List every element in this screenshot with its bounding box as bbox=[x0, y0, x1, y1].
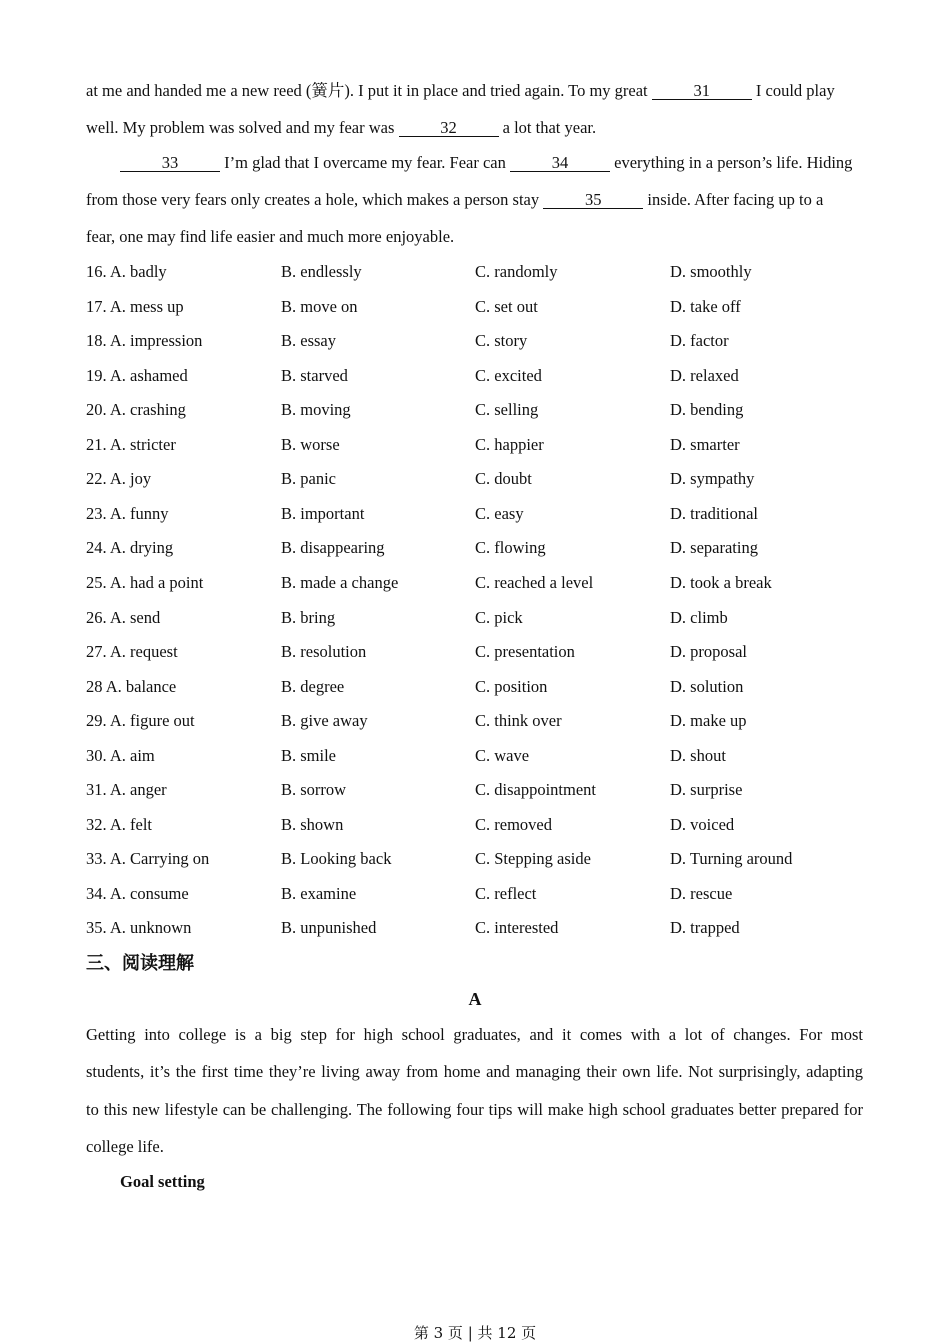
option-choice: C. selling bbox=[475, 400, 539, 419]
option-choice: D. factor bbox=[670, 331, 729, 350]
option-row bbox=[86, 711, 876, 731]
page-footer: 第 3 页 | 共 12 页 bbox=[413, 1324, 537, 1342]
option-choice: B. give away bbox=[281, 711, 368, 730]
text-segment: everything in a person’s life. Hiding bbox=[610, 153, 853, 172]
option-choice: B. made a change bbox=[281, 573, 399, 592]
option-choice: 25. A. had a point bbox=[86, 573, 204, 592]
option-choice: C. presentation bbox=[475, 642, 575, 661]
text-segment: from those very fears only creates a hole, which makes a person stay bbox=[86, 190, 544, 209]
option-choice: B. worse bbox=[281, 435, 340, 454]
blank-31: 31 bbox=[652, 82, 752, 100]
option-choice: B. important bbox=[281, 504, 365, 523]
text-segment: a lot that year. bbox=[498, 118, 597, 137]
option-row bbox=[86, 884, 876, 904]
option-choice: D. took a break bbox=[670, 573, 772, 592]
passage-title: A bbox=[468, 989, 482, 1009]
option-choice: B. examine bbox=[281, 884, 357, 903]
option-choice: B. disappearing bbox=[281, 538, 385, 557]
text-segment: I could play bbox=[751, 81, 835, 100]
option-choice: D. relaxed bbox=[670, 366, 739, 385]
option-choice: B. starved bbox=[281, 366, 348, 385]
option-choice: D. proposal bbox=[670, 642, 747, 661]
option-row bbox=[86, 780, 876, 800]
option-choice: D. trapped bbox=[670, 918, 740, 937]
option-row bbox=[86, 469, 876, 489]
option-choice: 24. A. drying bbox=[86, 538, 174, 557]
option-choice: 18. A. impression bbox=[86, 331, 203, 350]
option-choice: D. solution bbox=[670, 677, 744, 696]
option-choice: B. moving bbox=[281, 400, 351, 419]
option-row bbox=[86, 400, 876, 420]
option-row bbox=[86, 504, 876, 524]
option-row bbox=[86, 573, 876, 593]
blank-34: 34 bbox=[510, 154, 610, 172]
option-row bbox=[86, 746, 876, 766]
option-choice: C. reached a level bbox=[475, 573, 594, 592]
option-choice: C. randomly bbox=[475, 262, 558, 281]
option-choice: 30. A. aim bbox=[86, 746, 155, 765]
option-choice: B. essay bbox=[281, 331, 336, 350]
option-choice: 28 A. balance bbox=[86, 677, 177, 696]
option-choice: C. excited bbox=[475, 366, 542, 385]
option-choice: C. interested bbox=[475, 918, 559, 937]
passage-line-4 bbox=[86, 190, 823, 210]
option-choice: 21. A. stricter bbox=[86, 435, 176, 454]
option-row bbox=[86, 642, 876, 662]
option-choice: D. separating bbox=[670, 538, 758, 557]
option-choice: D. bending bbox=[670, 400, 744, 419]
option-choice: B. degree bbox=[281, 677, 345, 696]
option-choice: B. move on bbox=[281, 297, 358, 316]
option-choice: 27. A. request bbox=[86, 642, 178, 661]
option-choice: D. voiced bbox=[670, 815, 735, 834]
passage-a-line-2: students, it’s the first time they’re living away from home and managing their own life. Not surprisingly, adapting bbox=[86, 1062, 863, 1081]
option-choice: 31. A. anger bbox=[86, 780, 167, 799]
option-choice: B. panic bbox=[281, 469, 336, 488]
option-choice: B. bring bbox=[281, 608, 336, 627]
option-choice: D. smoothly bbox=[670, 262, 752, 281]
option-row bbox=[86, 608, 876, 628]
option-choice: C. set out bbox=[475, 297, 538, 316]
option-choice: D. sympathy bbox=[670, 469, 755, 488]
option-choice: 33. A. Carrying on bbox=[86, 849, 210, 868]
passage-line-3 bbox=[120, 153, 852, 173]
option-choice: D. rescue bbox=[670, 884, 733, 903]
option-row bbox=[86, 538, 876, 558]
option-choice: 23. A. funny bbox=[86, 504, 169, 523]
option-choice: B. endlessly bbox=[281, 262, 362, 281]
option-choice: C. disappointment bbox=[475, 780, 596, 799]
option-choice: B. unpunished bbox=[281, 918, 377, 937]
option-choice: B. sorrow bbox=[281, 780, 347, 799]
option-choice: B. smile bbox=[281, 746, 337, 765]
option-row bbox=[86, 366, 876, 386]
option-choice: B. shown bbox=[281, 815, 344, 834]
section-title: 三、阅读理解 bbox=[86, 953, 194, 974]
option-choice: 29. A. figure out bbox=[86, 711, 195, 730]
option-choice: B. resolution bbox=[281, 642, 367, 661]
passage-line-1 bbox=[86, 81, 835, 101]
blank-32: 32 bbox=[399, 119, 499, 137]
option-choice: C. easy bbox=[475, 504, 524, 523]
blank-33: 33 bbox=[120, 154, 220, 172]
option-choice: 32. A. felt bbox=[86, 815, 152, 834]
blank-35: 35 bbox=[543, 191, 643, 209]
option-choice: 22. A. joy bbox=[86, 469, 152, 488]
passage-a-line-1: Getting into college is a big step for high school graduates, and it comes with a lot of changes. For most bbox=[86, 1025, 863, 1044]
option-choice: D. smarter bbox=[670, 435, 740, 454]
option-choice: 19. A. ashamed bbox=[86, 366, 188, 385]
option-choice: C. think over bbox=[475, 711, 562, 730]
option-choice: D. shout bbox=[670, 746, 726, 765]
text-segment: at me and handed me a new reed (簧片). I put it in place and tried again. To my great bbox=[86, 81, 652, 100]
text-segment: inside. After facing up to a bbox=[643, 190, 824, 209]
option-choice: C. Stepping aside bbox=[475, 849, 591, 868]
option-row bbox=[86, 918, 876, 938]
option-choice: 35. A. unknown bbox=[86, 918, 192, 937]
option-choice: C. flowing bbox=[475, 538, 546, 557]
option-row bbox=[86, 262, 876, 282]
option-choice: 26. A. send bbox=[86, 608, 161, 627]
option-row bbox=[86, 435, 876, 455]
option-choice: D. take off bbox=[670, 297, 741, 316]
option-choice: D. traditional bbox=[670, 504, 758, 523]
passage-a-line-4: college life. bbox=[86, 1137, 164, 1156]
option-choice: C. position bbox=[475, 677, 548, 696]
option-choice: C. wave bbox=[475, 746, 530, 765]
option-choice: B. Looking back bbox=[281, 849, 392, 868]
option-choice: 34. A. consume bbox=[86, 884, 189, 903]
option-choice: C. reflect bbox=[475, 884, 537, 903]
option-choice: D. make up bbox=[670, 711, 747, 730]
text-segment: well. My problem was solved and my fear was bbox=[86, 118, 399, 137]
option-choice: D. Turning around bbox=[670, 849, 793, 868]
passage-a-line-3: to this new lifestyle can be challenging. The following four tips will make high school graduates better prepared for bbox=[86, 1100, 863, 1119]
text-segment: I’m glad that I overcame my fear. Fear can bbox=[220, 153, 510, 172]
option-choice: D. surprise bbox=[670, 780, 743, 799]
option-row bbox=[86, 815, 876, 835]
passage-line-5: fear, one may find life easier and much more enjoyable. bbox=[86, 227, 455, 246]
option-row bbox=[86, 849, 876, 869]
passage-line-2 bbox=[86, 118, 596, 138]
option-choice: 16. A. badly bbox=[86, 262, 167, 281]
option-choice: D. climb bbox=[670, 608, 728, 627]
option-choice: C. pick bbox=[475, 608, 523, 627]
option-choice: 20. A. crashing bbox=[86, 400, 186, 419]
option-choice: C. story bbox=[475, 331, 528, 350]
option-row bbox=[86, 297, 876, 317]
option-row bbox=[86, 677, 876, 697]
option-choice: C. happier bbox=[475, 435, 544, 454]
option-row bbox=[86, 331, 876, 351]
option-choice: C. doubt bbox=[475, 469, 532, 488]
option-choice: C. removed bbox=[475, 815, 552, 834]
option-choice: 17. A. mess up bbox=[86, 297, 184, 316]
subheading-goal-setting: Goal setting bbox=[120, 1172, 205, 1191]
